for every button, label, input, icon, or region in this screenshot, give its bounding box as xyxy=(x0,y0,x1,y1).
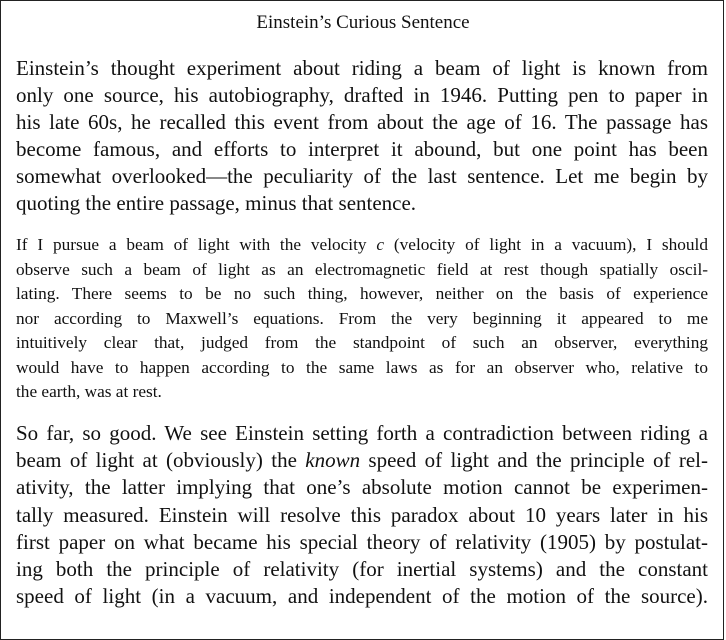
discussion-line: first paper on what became his special theory of relativity (1905) by postulat- xyxy=(16,529,708,554)
discussion-line xyxy=(16,447,708,474)
intro-line: his late 60s, he recalled this event from about the age of 16. The passage has xyxy=(16,110,708,134)
discussion-line: ing both the principle of relativity (for inertial systems) and the constant xyxy=(16,557,708,582)
intro-line: only one source, his autobiography, drafted in 1946. Putting pen to paper in xyxy=(16,83,708,107)
quote-line: lating. There seems to be no such thing, however, neither on the basis of experience xyxy=(16,284,708,303)
intro-paragraph xyxy=(16,55,708,217)
intro-line: become famous, and efforts to interpret it abound, but one point has been xyxy=(16,137,708,161)
intro-line: quoting the entire passage, minus that sentence. xyxy=(16,191,417,215)
document-title: Einstein’s Curious Sentence xyxy=(256,12,470,33)
discussion-text: speed of light and the principle of rel- xyxy=(360,448,708,473)
quote-line: the earth, was at rest. xyxy=(16,382,162,401)
discussion-line: ativity, the latter implying that one’s absolute motion cannot be experimen- xyxy=(16,475,708,500)
quote-line: intuitively clear that, judged from the standpoint of such an observer, everything xyxy=(16,333,708,352)
discussion-paragraph xyxy=(16,420,708,610)
discussion-line: speed of light (in a vacuum, and independent of the motion of the source). xyxy=(16,584,708,609)
quote-text: (velocity of light in a vacuum), I should xyxy=(384,235,708,254)
discussion-line: So far, so good. We see Einstein setting forth a contradiction between riding a xyxy=(16,421,708,445)
intro-line: Einstein’s thought experiment about riding a beam of light is known from xyxy=(16,56,708,80)
quote-text: If I pursue a beam of light with the velocity xyxy=(16,235,377,254)
emphasis-known: known xyxy=(305,448,361,473)
quote-line: nor according to Maxwell’s equations. From the very beginning it appeared to me xyxy=(16,308,708,328)
discussion-line: tally measured. Einstein will resolve this paradox about 10 years later in his xyxy=(16,502,708,527)
block-quote xyxy=(16,233,708,405)
quote-line: would have to happen according to the same laws as for an observer who, relative to xyxy=(16,357,708,377)
quote-line: observe such a beam of light as an electromagnetic field at rest though spatially oscil- xyxy=(16,259,708,279)
discussion-text: beam of light at (obviously) the xyxy=(16,448,306,473)
quote-line xyxy=(16,233,708,258)
intro-line: somewhat overlooked—the peculiarity of the last sentence. Let me begin by xyxy=(16,164,708,188)
velocity-symbol: c xyxy=(376,235,385,254)
